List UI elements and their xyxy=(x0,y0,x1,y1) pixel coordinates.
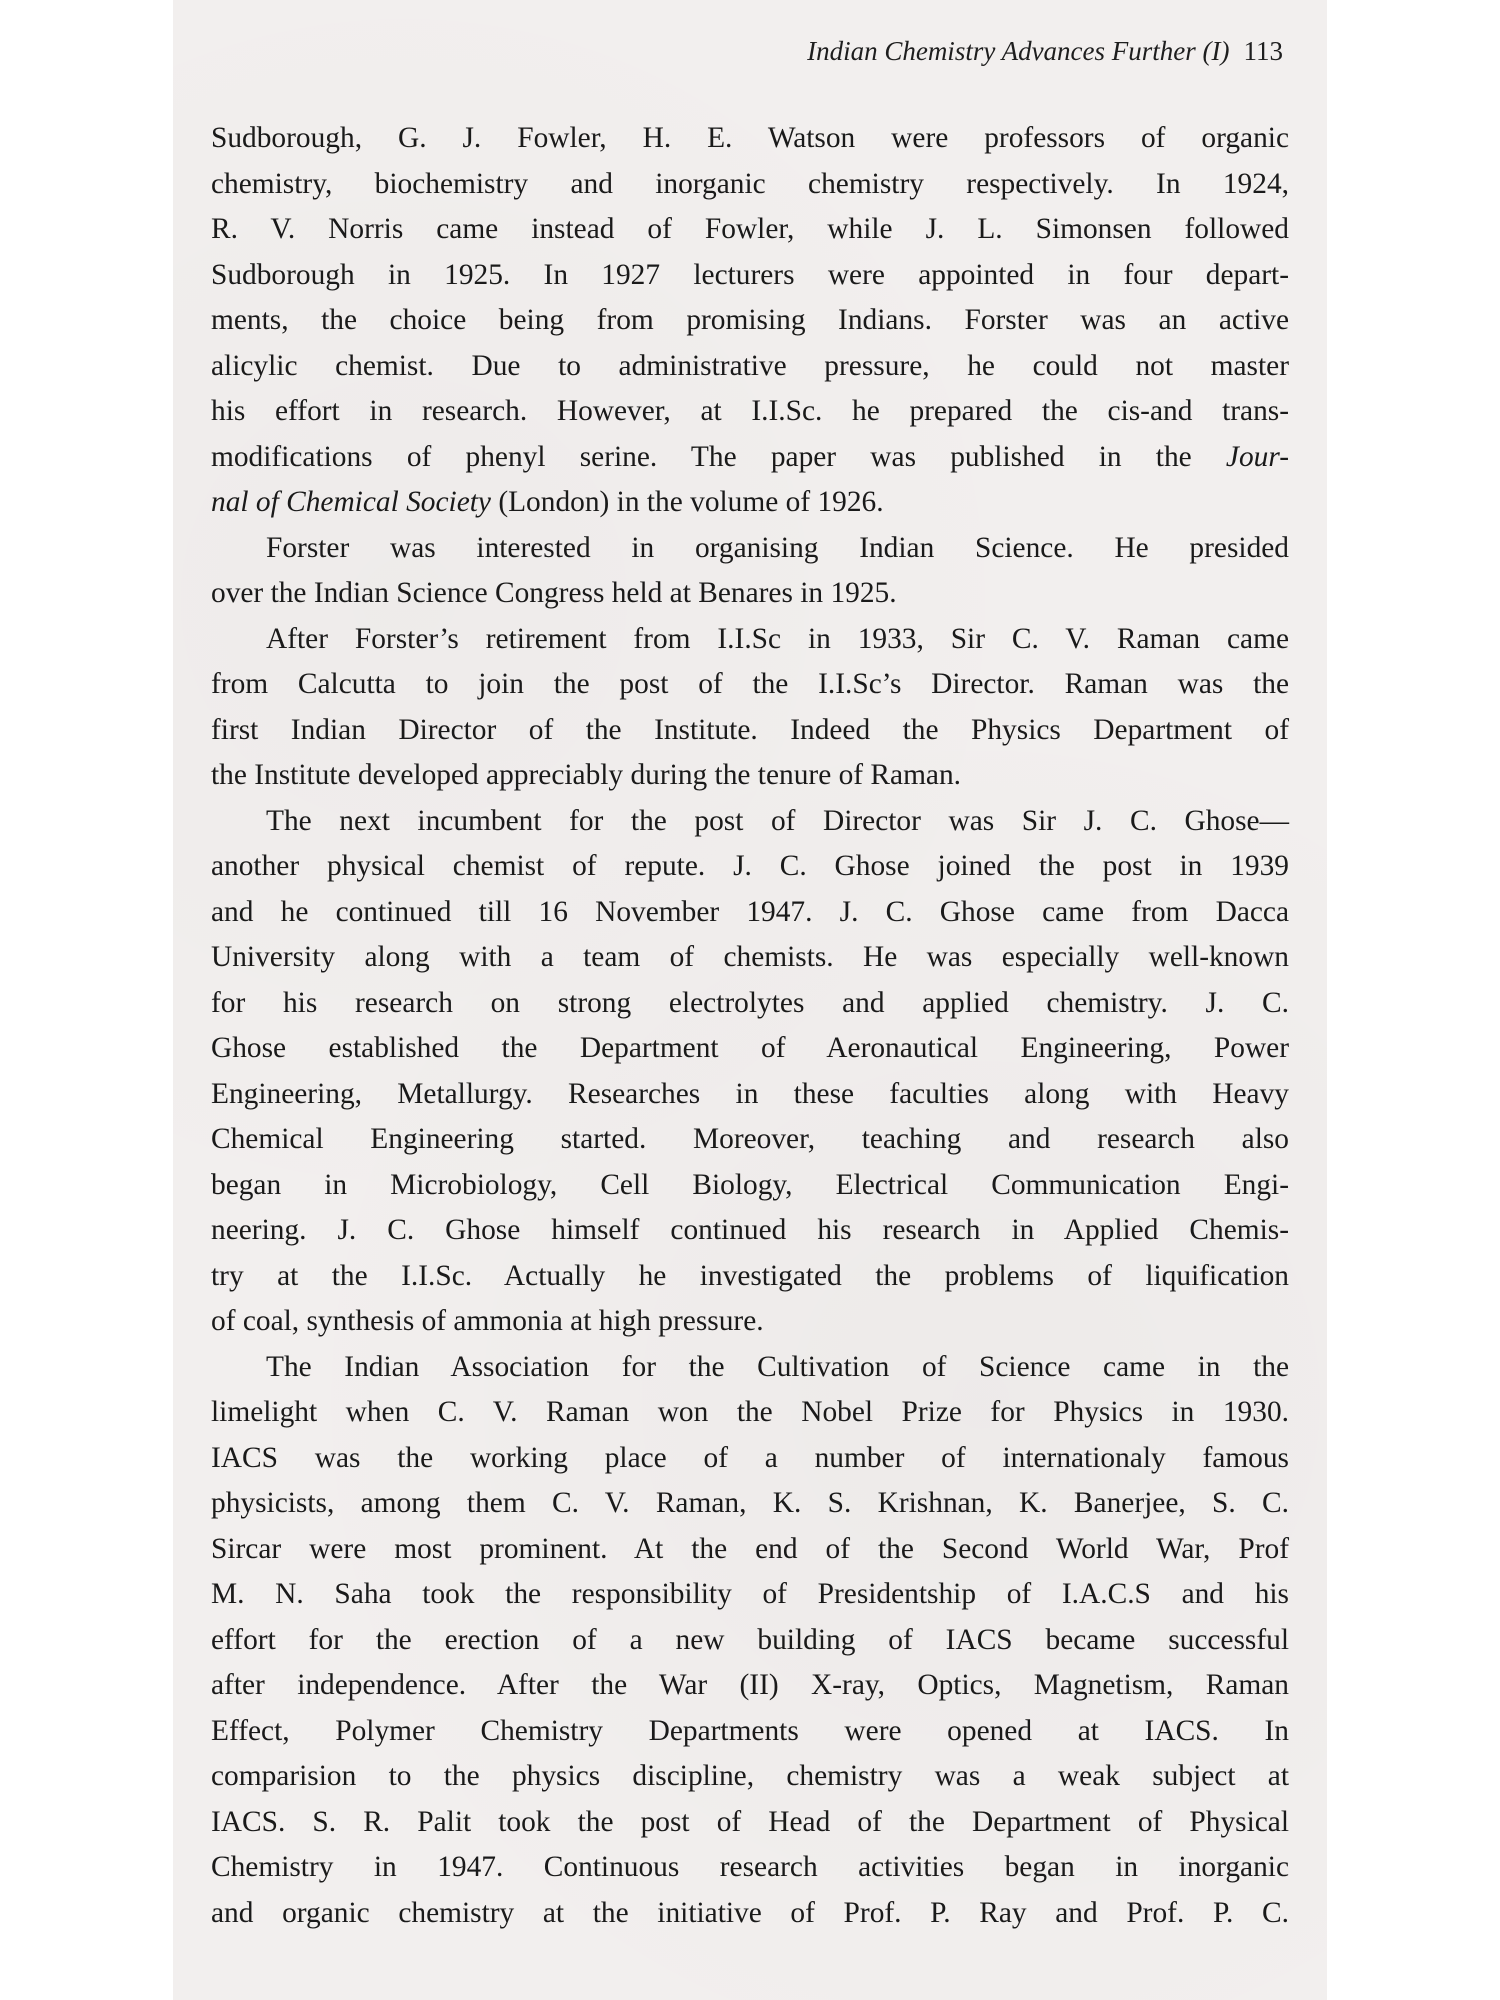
text-line: another physical chemist of repute. J. C. Ghose joined the post in 1939 xyxy=(211,850,1289,882)
text-line: over the Indian Science Congress held at Benares in 1925. xyxy=(211,577,897,609)
text-line: and organic chemistry at the initiative of Prof. P. Ray and Prof. P. C. xyxy=(211,1896,1289,1929)
text-line xyxy=(211,480,1289,526)
text-line: Engineering, Metallurgy. Researches in these faculties along with Heavy xyxy=(211,1077,1289,1110)
text-line: After Forster’s retirement from I.I.Sc in 1933, Sir C. V. Raman came xyxy=(266,622,1289,655)
text-line: the Institute developed appreciably during the tenure of Raman. xyxy=(211,759,962,791)
text-line: Chemistry in 1947. Continuous research activities began in inorganic xyxy=(211,1851,1289,1883)
text-line: try at the I.I.Sc. Actually he investigated the problems of liquification xyxy=(211,1259,1289,1292)
text-line: physicists, among them C. V. Raman, K. S. Krishnan, K. Banerjee, S. C. xyxy=(211,1487,1289,1519)
text-line: IACS was the working place of a number of internationaly famous xyxy=(211,1441,1289,1474)
text-line: Sudborough in 1925. In 1927 lecturers were appointed in four depart- xyxy=(211,258,1289,291)
text-line: Ghose established the Department of Aeronautical Engineering, Power xyxy=(211,1032,1289,1064)
text-segment: (London) in the volume of 1926. xyxy=(490,486,884,518)
text-line: limelight when C. V. Raman won the Nobel Prize for Physics in 1930. xyxy=(211,1396,1289,1428)
text-line: Forster was interested in organising Indian Science. He presided xyxy=(266,531,1289,564)
text-line: IACS. S. R. Palit took the post of Head of the Department of Physical xyxy=(211,1805,1289,1838)
text-line: first Indian Director of the Institute. Indeed the Physics Department of xyxy=(211,713,1289,746)
body-text xyxy=(211,116,1289,1936)
text-line: Chemical Engineering started. Moreover, teaching and research also xyxy=(211,1123,1289,1155)
text-line: ments, the choice being from promising Indians. Forster was an active xyxy=(211,304,1289,336)
text-line xyxy=(211,435,1289,481)
text-line: comparision to the physics discipline, chemistry was a weak subject at xyxy=(211,1760,1289,1792)
text-line: for his research on strong electrolytes and applied chemistry. J. C. xyxy=(211,986,1289,1019)
italic-journal-title: Jour- xyxy=(1225,440,1289,473)
text-line: The Indian Association for the Cultivation of Science came in the xyxy=(266,1350,1289,1383)
text-line: Effect, Polymer Chemistry Departments were opened at IACS. In xyxy=(211,1714,1289,1747)
book-page xyxy=(173,0,1327,2000)
text-line: Sircar were most prominent. At the end of the Second World War, Prof xyxy=(211,1532,1289,1565)
text-line: his effort in research. However, at I.I.Sc. he prepared the cis-and trans- xyxy=(211,395,1289,427)
chapter-title: Indian Chemistry Advances Further (I) xyxy=(807,36,1230,66)
text-line: The next incumbent for the post of Director was Sir J. C. Ghose— xyxy=(266,804,1289,837)
text-line: began in Microbiology, Cell Biology, Electrical Communication Engi- xyxy=(211,1168,1289,1201)
text-line: effort for the erection of a new building of IACS became successful xyxy=(211,1623,1289,1656)
text-line: from Calcutta to join the post of the I.I.Sc’s Director. Raman was the xyxy=(211,668,1289,700)
running-head xyxy=(807,36,1283,67)
text-line: neering. J. C. Ghose himself continued his research in Applied Chemis- xyxy=(211,1214,1289,1246)
text-line: alicylic chemist. Due to administrative pressure, he could not master xyxy=(211,349,1289,382)
text-line: Sudborough, G. J. Fowler, H. E. Watson were professors of organic xyxy=(211,122,1289,154)
text-line: chemistry, biochemistry and inorganic chemistry respectively. In 1924, xyxy=(211,167,1289,200)
page-number: 113 xyxy=(1243,36,1283,66)
text-line: after independence. After the War (II) X-ray, Optics, Magnetism, Raman xyxy=(211,1669,1289,1701)
text-line: R. V. Norris came instead of Fowler, while J. L. Simonsen followed xyxy=(211,213,1289,245)
text-line: University along with a team of chemists. He was especially well-known xyxy=(211,941,1289,973)
text-line: of coal, synthesis of ammonia at high pressure. xyxy=(211,1305,764,1337)
italic-journal-title: nal of Chemical Society xyxy=(211,486,491,518)
text-line: and he continued till 16 November 1947. J. C. Ghose came from Dacca xyxy=(211,895,1289,928)
text-segment: modifications of phenyl serine. The paper was published in the xyxy=(211,440,1226,473)
text-line: M. N. Saha took the responsibility of Presidentship of I.A.C.S and his xyxy=(211,1578,1289,1610)
